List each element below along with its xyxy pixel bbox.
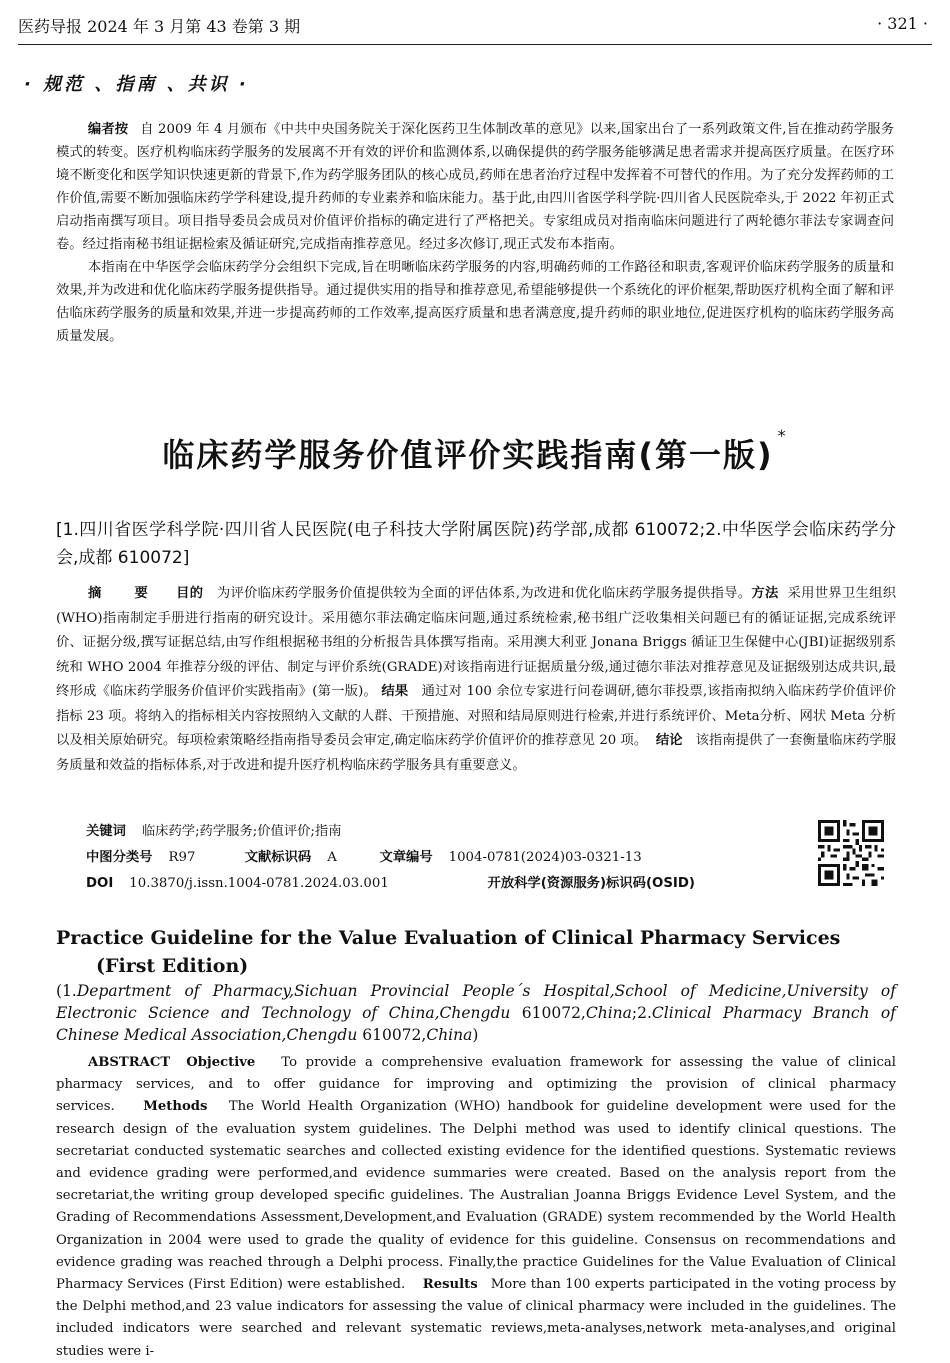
clc-label: 中图分类号 [86, 850, 153, 865]
editor-note-lead: 编者按 [87, 122, 129, 137]
objective-text: 为评价临床药学服务价值提供较为全面的评估体系,为改进和优化临床药学服务提供指导。 [216, 586, 752, 601]
en-methods-label: Methods [143, 1099, 208, 1115]
affil-1: Department of Pharmacy,Sichuan Provincial People´s Hospital,School of Medicine,University of Electronic Science and Technology of China,Chengdu [56, 982, 896, 1022]
article-number-label: 文章编号 [379, 850, 433, 865]
objective-label: 目的 [176, 586, 204, 601]
affil-zip1: 610072, [510, 1004, 586, 1022]
doi-value: 10.3870/j.issn.1004-0781.2024.03.001 [129, 876, 389, 891]
english-title [56, 924, 896, 980]
editor-note-para1 [56, 118, 894, 256]
english-affiliation [56, 980, 896, 1046]
affil-close: ) [472, 1026, 479, 1044]
doi-label: DOI [86, 876, 114, 891]
en-objective-text: To provide a comprehensive evaluation framework for assessing the value of clinical pharmacy services, and to offer guidance for improving and optimizing the provision of clinical pharmacy services. [56, 1055, 896, 1115]
en-results-text: More than 100 experts participated in the voting process by the Delphi method,and 23 value indicators for assessing the value of clinical pharmacy were included in the guidelines. The included indicators were searched and relevant systematic reviews,meta-analyses,network meta-analyses,and original studies were i- [56, 1277, 896, 1359]
editor-note-text1: 自 2009 年 4 月颁布《中共中央国务院关于深化医药卫生体制改革的意见》以来,国家出台了一系列政策文件,旨在推动药学服务模式的转变。医疗机构临床药学服务的发展离不开有效的评价和监测体系,以确保提供的药学服务能够满足患者需求并提高医疗质量。在医疗环境不断变化和医学知识快速更新的背景下,作为药学服务团队的核心成员,药师在患者治疗过程中发挥着不可替代的作用。为了充分发挥药师的工作价值,需要不断加强临床药学学科建设,提升药师的专业素养和临床能力。基于此,由四川省医学科学院·四川省人民医院牵头,于 2022 年初正式启动指南撰写项目。项目指导委员会成员对价值评价指标的确定进行了严格把关。专家组成员对指南临床问题进行了两轮德尔菲法专家调查问卷。经过指南秘书组证据检索及循证研究,完成指南推荐意见。经过多次修订,现正式发布本指南。 [56, 122, 894, 252]
affil-country1: China [585, 1004, 632, 1022]
doc-code-label: 文献标识码 [244, 850, 312, 865]
en-abstract-label: ABSTRACT [88, 1055, 171, 1070]
affil-country2: China [426, 1026, 473, 1044]
classification-line [86, 846, 642, 865]
article-number-value: 1004-0781(2024)03-0321-13 [448, 850, 642, 865]
methods-label: 方法 [751, 586, 779, 601]
affil-open: (1. [56, 982, 77, 1000]
column-tag: · 规范 、指南 、共识 · [24, 74, 249, 95]
page-number: · 321 · [877, 14, 928, 33]
running-header-journal: 医药导报 2024 年 3 月第 43 卷第 3 期 [18, 17, 301, 36]
osid-label: 开放科学(资源服务)标识码(OSID) [487, 876, 695, 891]
keywords-line [86, 820, 342, 839]
abstract-label: 摘 要 [88, 586, 163, 601]
affil-sep: ;2. [631, 1004, 652, 1022]
clc-value: R97 [168, 850, 196, 865]
header-rule [18, 44, 932, 45]
results-label: 结果 [381, 684, 409, 699]
doc-code-value: A [327, 850, 337, 865]
en-methods-text: The World Health Organization (WHO) handbook for guideline development were used for the research design of the evaluation system guidelines. The Delphi method was used to identify clinical questions. The secretariat conducted systematic searches and collected existing evidence for the identified questions. Systematic reviews and evidence grading were performed,and evidence summaries were created. Based on the analysis report from the secretariat,the writing group developed specific guidelines. The Australian Joanna Briggs Evidence Level System, and the Grading of Recommendations Assessment,Development,and Evaluation (GRADE) system recommended by the World Health Organization in 2004 were used to grade the quality of evidence for this guideline. Consensus on recommendations and evidence grading was reached through a Delphi process. Finally,the practice Guidelines for the Value Evaluation of Clinical Pharmacy Services (First Edition) were established. [56, 1099, 896, 1293]
editor-note [56, 118, 894, 348]
editor-note-para2: 本指南在中华医学会临床药学分会组织下完成,旨在明晰临床药学服务的内容,明确药师的工作路径和职责,客观评价临床药学服务的质量和效果,并为改进和优化临床药学服务提供指导。通过提供实用的指导和推荐意见,希望能够提供一个系统化的评价框架,帮助医疗机构全面了解和评估临床药学服务的质量和效果,并进一步提高药师的工作效率,提高医疗质量和患者满意度,提升药师的职业地位,促进医疗机构的临床药学服务高质量发展。 [56, 260, 894, 344]
keywords-label: 关键词 [86, 824, 126, 839]
en-results-label: Results [422, 1277, 478, 1293]
chinese-abstract [56, 582, 896, 778]
title-footnote-mark: * [777, 426, 788, 445]
keywords-value: 临床药学;药学服务;价值评价;指南 [141, 824, 342, 839]
methods-text: 采用世界卫生组织(WHO)指南制定手册进行指南的研究设计。采用德尔菲法确定临床问题,通过系统检索,秘书组广泛收集相关问题已有的循证证据,完成系统评价、证据分级,撰写证据总结,由写作组根据秘书组的分析报告具体撰写指南。采用澳大利亚 Jonana Briggs 循证卫生保健中心(JBI)证据级别系统和 WHO 2004 年推荐分级的评估、制定与评价系统(GRADE)对该指南进行证据质量分级,通过德尔菲法对推荐意见及证据级别达成共识,最终形成《临床药学服务价值评价实践指南》(第一版)。 [56, 586, 897, 699]
doi-line [86, 872, 711, 891]
affil-zip2: 610072, [357, 1026, 427, 1044]
osid-qr-code-icon [818, 820, 884, 886]
conclusion-text: 该指南提供了一套衡量临床药学服务质量和效益的指标体系,对于改进和提升医疗机构临床药学服务具有重要意义。 [56, 733, 897, 773]
author-affiliation: [1.四川省医学科学院·四川省人民医院(电子科技大学附属医院)药学部,成都 610072;2.中华医学会临床药学分会,成都 610072] [56, 520, 896, 568]
results-text: 通过对 100 余位专家进行问卷调研,德尔菲投票,该指南拟纳入临床药学价值评价指标 23 项。将纳入的指标相关内容按照纳入文献的人群、干预措施、对照和结局原则进行检索,并进行系统评价、Meta分析、网状 Meta 分析以及相关原始研究。每项检索策略经指南指导委员会审定,确定临床药学价值评价的推荐意见 20 项。 [56, 684, 896, 748]
english-title-line1: Practice Guideline for the Value Evaluation of Clinical Pharmacy Services [56, 927, 841, 949]
english-title-line2: (First Edition) [96, 955, 249, 977]
en-objective-label: Objective [186, 1055, 256, 1070]
article-title-text: 临床药学服务价值评价实践指南(第一版) [162, 436, 774, 474]
conclusion-label: 结论 [655, 733, 683, 748]
article-title [0, 426, 950, 476]
english-abstract [56, 1052, 896, 1363]
affil-2: Clinical Pharmacy Branch of Chinese Medical Association,Chengdu [56, 1004, 896, 1044]
